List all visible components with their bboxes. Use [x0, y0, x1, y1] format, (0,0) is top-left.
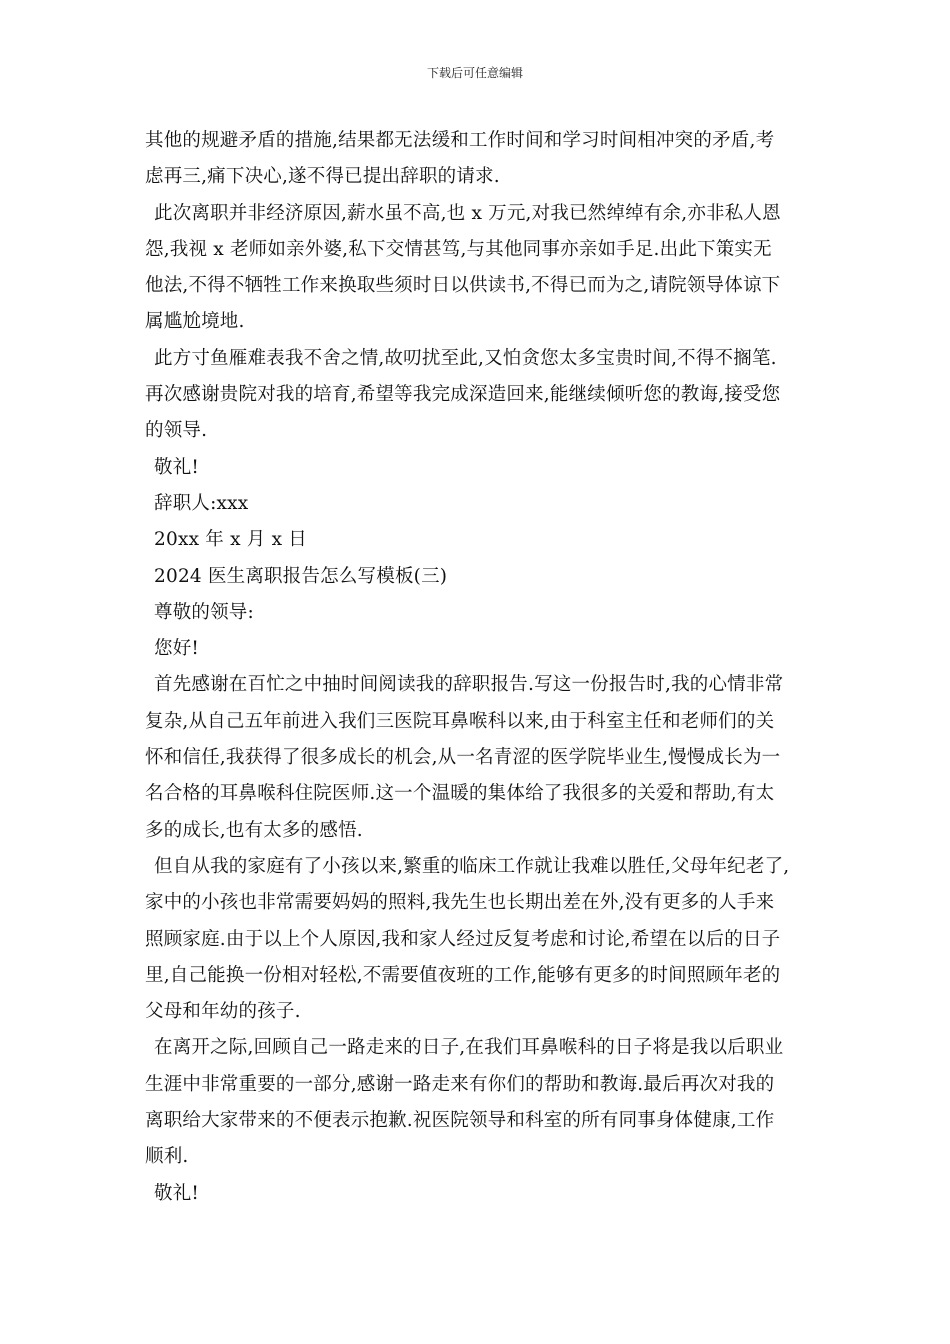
text-line: 在离开之际,回顾自己一路走来的日子,在我们耳鼻喉科的日子将是我以后职业	[154, 1037, 784, 1059]
text-line: 家中的小孩也非常需要妈妈的照料,我先生也长期出差在外,没有更多的人手来	[145, 892, 775, 914]
text-line: 虑再三,痛下决心,遂不得已提出辞职的请求.	[145, 166, 500, 188]
text-line: 的领导.	[145, 420, 208, 442]
text-line: 敬礼!	[154, 456, 200, 478]
text-line: 2024 医生离职报告怎么写模板(三)	[154, 565, 448, 587]
text-line: 敬礼!	[154, 1182, 200, 1204]
text-line: 再次感谢贵院对我的培育,希望等我完成深造回来,能继续倾听您的教诲,接受您	[145, 384, 781, 406]
text-line: 生涯中非常重要的一部分,感谢一路走来有你们的帮助和教诲.最后再次对我的	[145, 1073, 775, 1095]
document-body	[145, 123, 817, 1212]
text-line: 里,自己能换一份相对轻松,不需要值夜班的工作,能够有更多的时间照顾年老的	[145, 964, 781, 986]
text-line: 尊敬的领导:	[154, 601, 254, 623]
text-line: 顺利.	[145, 1146, 189, 1168]
text-line: 但自从我的家庭有了小孩以来,繁重的临床工作就让我难以胜任,父母年纪老了,	[154, 855, 790, 877]
text-line: 辞职人:xxx	[154, 492, 249, 514]
text-line: 名合格的耳鼻喉科住院医师.这一个温暖的集体给了我很多的关爱和帮助,有太	[145, 783, 775, 805]
page-header: 下载后可任意编辑	[426, 66, 523, 80]
text-line: 复杂,从自己五年前进入我们三医院耳鼻喉科以来,由于科室主任和老师们的关	[145, 710, 775, 732]
text-line: 其他的规避矛盾的措施,结果都无法缓和工作时间和学习时间相冲突的矛盾,考	[145, 130, 775, 151]
text-line: 多的成长,也有太多的感悟.	[145, 819, 363, 841]
text-line: 父母和年幼的孩子.	[145, 1001, 301, 1023]
text-line: 您好!	[154, 638, 200, 660]
text-line: 此方寸鱼雁难表我不舍之情,故叨扰至此,又怕贪您太多宝贵时间,不得不搁笔.	[154, 347, 777, 369]
text-line: 怀和信任,我获得了很多成长的机会,从一名青涩的医学院毕业生,慢慢成长为一	[145, 747, 781, 769]
text-line: 20xx 年 x 月 x 日	[154, 529, 307, 551]
text-line: 怨,我视 x 老师如亲外婆,私下交情甚笃,与其他同事亦亲如手足.出此下策实无	[145, 238, 772, 260]
text-line: 离职给大家带来的不便表示抱歉.祝医院领导和科室的所有同事身体健康,工作	[145, 1110, 775, 1132]
text-line: 他法,不得不牺牲工作来换取些须时日以供读书,不得已而为之,请院领导体谅下	[145, 275, 781, 297]
text-line: 属尴尬境地.	[145, 311, 245, 333]
text-line: 此次离职并非经济原因,薪水虽不高,也 x 万元,对我已然绰绰有余,亦非私人恩	[154, 202, 781, 224]
text-line: 照顾家庭.由于以上个人原因,我和家人经过反复考虑和讨论,希望在以后的日子	[145, 928, 781, 950]
text-line: 首先感谢在百忙之中抽时间阅读我的辞职报告.写这一份报告时,我的心情非常	[154, 674, 784, 696]
